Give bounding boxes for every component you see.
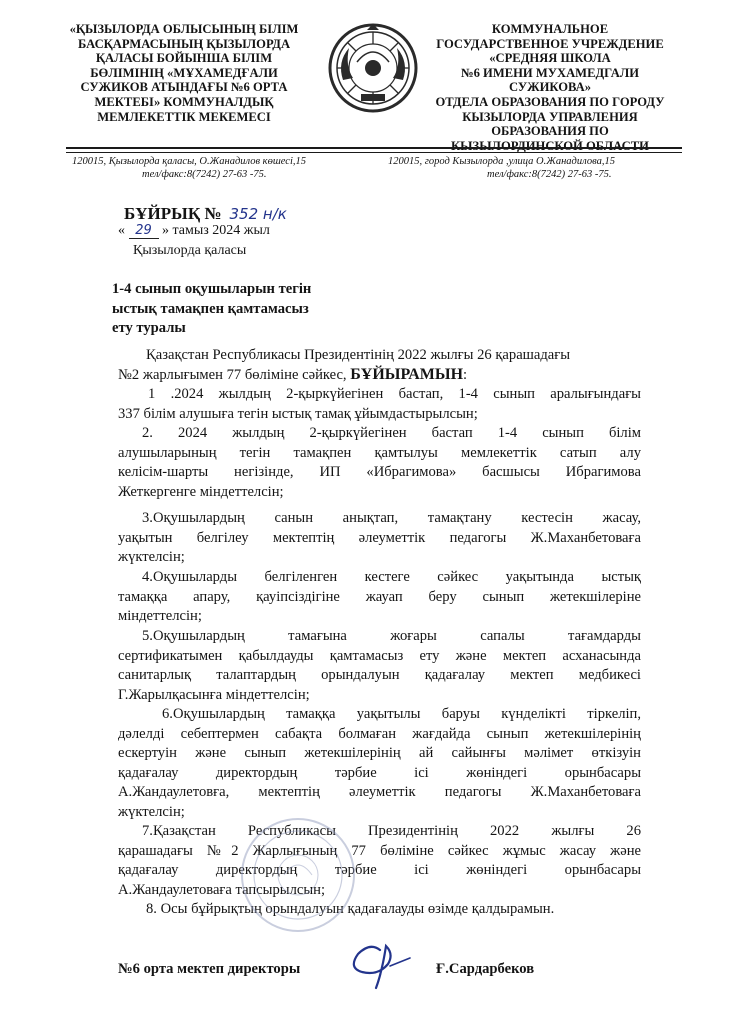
subject-line: 1-4 сынып оқушыларын тегін xyxy=(112,281,312,297)
item-line: жүктелсін; xyxy=(118,803,185,820)
item-line: 6.Оқушылардың тамаққа уақытылы баруы күнделікті тіркеліп, xyxy=(162,706,641,722)
header-kz-line: МЕКТЕБІ» КОММУНАЛДЫҚ xyxy=(94,94,274,109)
kz-address: 120015, Қызылорда қаласы, О.Жанадилов көшесі,15 xyxy=(72,156,306,167)
item-line: тамаққа апару, қауіпсіздігіне жауап беру сынып жетекшілеріне xyxy=(118,588,641,605)
intro-colon: : xyxy=(463,367,468,383)
ru-phone: тел/факс:8(7242) 27-63 -75. xyxy=(487,169,612,180)
order-subject xyxy=(112,280,311,339)
item-line: 7.Қазақстан Республикасы Президентінің 2022 жылғы 26 xyxy=(142,823,641,839)
order-item-1 xyxy=(118,385,641,424)
header-divider-thin xyxy=(66,152,682,153)
header-ru-line: КОММУНАЛЬНОЕ xyxy=(491,22,609,36)
order-item-8: 8. Осы бұйрықтың орындалуын қадағалауды өзімде қалдырамын. xyxy=(146,901,555,917)
subject-line: ету туралы xyxy=(112,320,186,336)
intro-line-1: Қазақстан Республикасы Президентінің 2022 жылғы 26 қарашадағы xyxy=(146,347,571,363)
intro-command: БҰЙЫРАМЫН xyxy=(350,366,464,383)
subject-line: ыстық тамақпен қамтамасыз xyxy=(112,300,309,317)
school-stamp-icon xyxy=(238,815,358,935)
item-line: сертификатымен қабылдауды қамтамасыз ету және мектеп асханасында xyxy=(118,647,641,664)
header-kz-line: «ҚЫЗЫЛОРДА ОБЛЫСЫНЫҢ БІЛІМ xyxy=(69,22,299,36)
order-item-7 xyxy=(118,822,641,900)
director-name: Ғ.Сардарбеков xyxy=(436,961,535,977)
header-ru-line: СУЖИКОВА» xyxy=(508,80,592,95)
intro-text: №2 жарлығымен 77 бөліміне сәйкес, xyxy=(118,367,351,383)
item-line: 3.Оқушылардың санын анықтап, тамақтану кестесін жасау, xyxy=(142,510,641,526)
order-number-handwritten: 352 н/к xyxy=(229,205,287,223)
item-line: қарашадағы №2 Жарлығының 77 бөліміне сәйкес жұмыс жасау және xyxy=(118,842,641,859)
order-city: Қызылорда қаласы xyxy=(133,243,247,258)
header-kz-line: ҚАЛАСЫ БОЙЫНША БІЛІМ xyxy=(95,51,273,66)
order-item-4 xyxy=(118,568,641,627)
header-ru-line: ГОСУДАРСТВЕННОЕ УЧРЕЖДЕНИЕ xyxy=(436,36,664,51)
kz-phone: тел/факс:8(7242) 27-63 -75. xyxy=(142,169,267,180)
header-ru-line: КЫЗЫЛОРДА УПРАВЛЕНИЯ xyxy=(462,109,638,124)
header-kz-line: МЕМЛЕКЕТТІК МЕКЕМЕСІ xyxy=(97,109,271,124)
item-line: қадағалау директордың тәрбие ісі жөніндегі орынбасары xyxy=(118,764,641,781)
item-line: қадағалау директордың тәрбие ісі жөніндегі орынбасары xyxy=(118,862,641,878)
ru-address: 120015, город Кызылорда ,улица О.Жанадилова,15 xyxy=(388,156,615,167)
item-line: А.Жандаулетоваға тапсырылсын; xyxy=(118,881,325,898)
item-line: 1 .2024 жылдың 2-қыркүйегінен бастап, 1-4 сынып аралығындағы xyxy=(148,386,641,402)
item-line: А.Жандаулетовға, мектептің әлеуметтік педагогы Ж.Маханбетоваға xyxy=(118,784,641,800)
item-line: ескертуін және сынып жетекшілерінің ай сайынғы мәлімет өткізуін xyxy=(118,745,641,761)
item-line: 2. 2024 жылдың 2-қыркүйегінен бастап 1-4 сынып білім xyxy=(142,425,641,441)
order-item-5 xyxy=(118,627,641,705)
header-divider xyxy=(66,147,682,149)
item-line: 5.Оқушылардың тамағына жоғары сапалы тағамдарды xyxy=(142,628,641,644)
order-date-row xyxy=(118,223,270,239)
item-line: жүктелсін; xyxy=(118,549,185,565)
item-line: уақытын белгілеу мектептің әлеуметтік педагогы Ж.Маханбетоваға xyxy=(118,529,641,546)
header-ru-line: ОТДЕЛА ОБРАЗОВАНИЯ ПО ГОРОДУ xyxy=(435,94,665,109)
item-line: Жеткергенге міндеттелсін; xyxy=(118,483,284,500)
header-russian-block xyxy=(430,22,670,153)
item-line: санитарлық талаптардың орындалуын қадағалау мектеп медбикесі xyxy=(118,667,641,683)
intro-line-2 xyxy=(118,365,467,386)
order-item-3 xyxy=(118,509,641,568)
order-day-handwritten: 29 xyxy=(129,223,159,239)
header-ru-line: №6 ИМЕНИ МУХАМЕДГАЛИ xyxy=(460,65,640,80)
item-line: 337 білім алушыға тегін ыстық тамақ ұйымдастырылсын; xyxy=(118,405,478,422)
header-kz-line: СУЖИКОВ АТЫНДАҒЫ №6 ОРТА xyxy=(80,80,288,95)
date-open-quote: « xyxy=(118,223,125,238)
director-position: №6 орта мектеп директоры xyxy=(118,961,301,977)
order-title-row xyxy=(124,204,287,224)
item-line: 4.Оқушыларды белгіленген кестеге сәйкес уақытында ыстық xyxy=(142,569,641,585)
header-ru-line: КЫЗЫЛОРДИНСКОЙ ОБЛАСТИ xyxy=(451,138,649,153)
order-item-6 xyxy=(118,705,641,822)
order-item-2 xyxy=(118,424,641,502)
header-kz-line: БАСҚАРМАСЫНЫҢ ҚЫЗЫЛОРДА xyxy=(77,36,291,51)
state-emblem-icon xyxy=(327,22,419,114)
header-ru-line: «СРЕДНЯЯ ШКОЛА xyxy=(489,51,611,66)
item-line: келісім-шарты негізінде, ИП «Ибрагимова» басшысы Ибрагимова xyxy=(118,464,641,480)
header-kz-line: БӨЛІМІНІҢ «МҰХАМЕДҒАЛИ xyxy=(90,65,278,80)
order-date-rest: » тамыз 2024 жыл xyxy=(162,223,270,238)
item-line: міндеттелсін; xyxy=(118,608,202,624)
item-line: алушыларының тегін тамақпен қамтылуы мемлекеттік сатып алу xyxy=(118,444,641,461)
header-kazakh-block xyxy=(64,22,304,124)
signature-icon xyxy=(340,932,418,992)
item-line: дәлелді себептермен сабақта болмаған жағдайда сынып жетекшілерінің xyxy=(118,725,641,742)
order-title: БҰЙРЫҚ № xyxy=(124,204,222,223)
item-line: Г.Жарылқасынға міндеттелсін; xyxy=(118,686,310,703)
header-ru-line: ОБРАЗОВАНИЯ ПО xyxy=(491,124,609,139)
